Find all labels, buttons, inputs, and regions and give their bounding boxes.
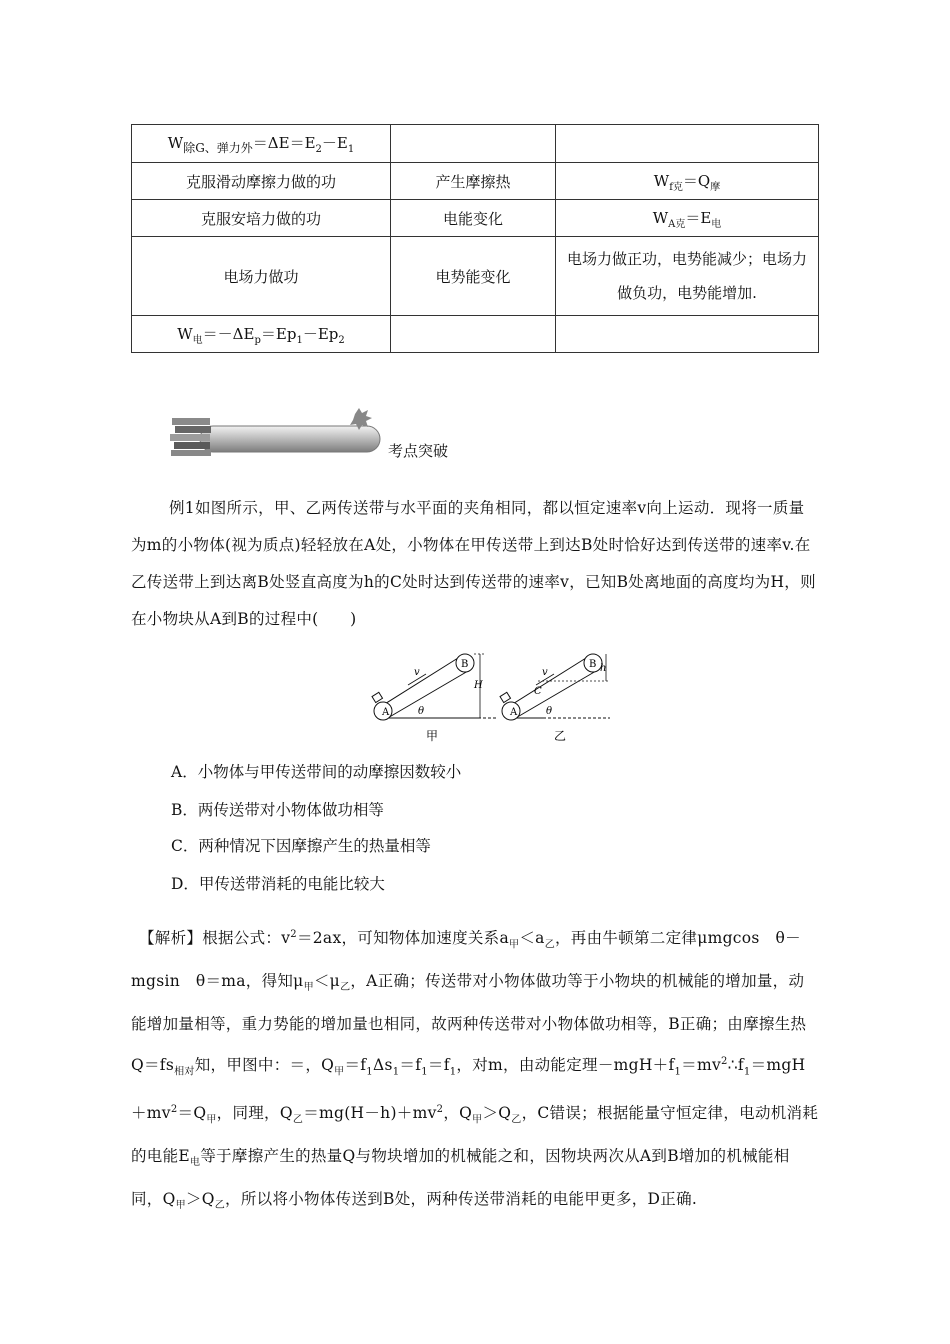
option-d: D．甲传送带消耗的电能比较大 xyxy=(171,875,385,893)
table-cell xyxy=(556,125,819,163)
caption-yi: 乙 xyxy=(554,729,567,743)
table-cell: 电场力做正功，电势能减少；电场力做负功，电势能增加. xyxy=(556,237,819,316)
label-v: v xyxy=(414,667,420,678)
table-cell: 电场力做功 xyxy=(132,237,391,316)
table-cell xyxy=(556,316,819,353)
conveyor-figure xyxy=(368,650,618,745)
table-cell: $W_{除G、弹力外}=\Delta E=E_2-E_1$ xyxy=(132,125,391,163)
table-row xyxy=(132,163,819,200)
label-b-yi: B xyxy=(589,659,597,670)
table-cell: $W_{f克}=Q_摩$ xyxy=(556,163,819,200)
label-v-yi: v xyxy=(542,667,548,678)
table-row xyxy=(132,316,819,353)
label-a-yi: A xyxy=(510,707,518,718)
table-cell xyxy=(391,316,556,353)
table-cell: 产生摩擦热 xyxy=(391,163,556,200)
table-row xyxy=(132,200,819,237)
work-energy-table xyxy=(131,124,819,353)
label-b: B xyxy=(461,659,469,670)
example-question: 例1如图所示，甲、乙两传送带与水平面的夹角相同，都以恒定速率v向上运动．现将一质量为m的小物体(视为质点)轻轻放在A处，小物体在甲传送带上到达B处时恰好达到传送带的速率v.在乙传送带上到达离B处竖直高度为h的C处时达到传送带的速率v，已知B处离地面的高度均为H，则在小物块从A到B的过程中( ) xyxy=(131,499,816,628)
table-cell: $W_电=-\Delta E_p=Ep_1-Ep_2$ xyxy=(132,316,391,353)
table-cell: 电势能变化 xyxy=(391,237,556,316)
label-h-big: H xyxy=(474,680,483,691)
label-h-small: h xyxy=(600,663,607,674)
option-c: C．两种情况下因摩擦产生的热量相等 xyxy=(171,837,431,855)
table-cell: 克服安培力做的功 xyxy=(132,200,391,237)
table-cell: $W_{A克}=E_电$ xyxy=(556,200,819,237)
table-cell xyxy=(391,125,556,163)
conveyor-yi xyxy=(500,654,610,743)
label-c: C xyxy=(534,686,542,697)
table-row xyxy=(132,237,819,316)
option-b: B．两传送带对小物体做功相等 xyxy=(171,801,384,819)
analysis-tag: 【解析】 xyxy=(139,929,203,948)
section-title: 考点突破 xyxy=(388,442,449,460)
conveyor-jia xyxy=(372,654,498,743)
label-theta: θ xyxy=(418,706,425,717)
label-a: A xyxy=(382,707,390,718)
caption-jia: 甲 xyxy=(426,729,439,743)
analysis-paragraph: 【解析】根据公式：$v^2=2ax$，可知物体加速度关系$a_甲<a_乙$，再由牛顿第二定律μmgcos θ－mgsin θ＝ma，得知$\mu_甲<\mu_乙$，A正确；传送带对小物体做功等于小物块的机械能的增加量，动能增加量相等，重力势能的增加量也相同，故两种传送带对小物体做功相等，B正确；由摩擦生热$Q=fs_{相对}$知，甲图中：＝，$Q_甲=f_1\Delta s_1=f_1=f_1$，对m，由动能定理$-mgH+f_1=mv^2\therefore f_1=mgH+mv^2=Q_甲$，同理，$Q_乙=mg(H-h)+mv^2$，$Q_甲>Q_乙$，C错误；根据能量守恒定律，电动机消耗的电能$E_电$等于摩擦产生的热量Q与物块增加的机械能之和，因物块两次从A到B增加的机械能相同，$Q_甲>Q_乙$，所以将小物体传送到B处，两种传送带消耗的电能甲更多，D正确. xyxy=(131,929,819,1212)
table-cell: 克服滑动摩擦力做的功 xyxy=(132,163,391,200)
option-a: A．小物体与甲传送带间的动摩擦因数较小 xyxy=(171,763,462,781)
table-row xyxy=(132,125,819,163)
label-theta-yi: θ xyxy=(546,706,553,717)
table-cell: 电能变化 xyxy=(391,200,556,237)
